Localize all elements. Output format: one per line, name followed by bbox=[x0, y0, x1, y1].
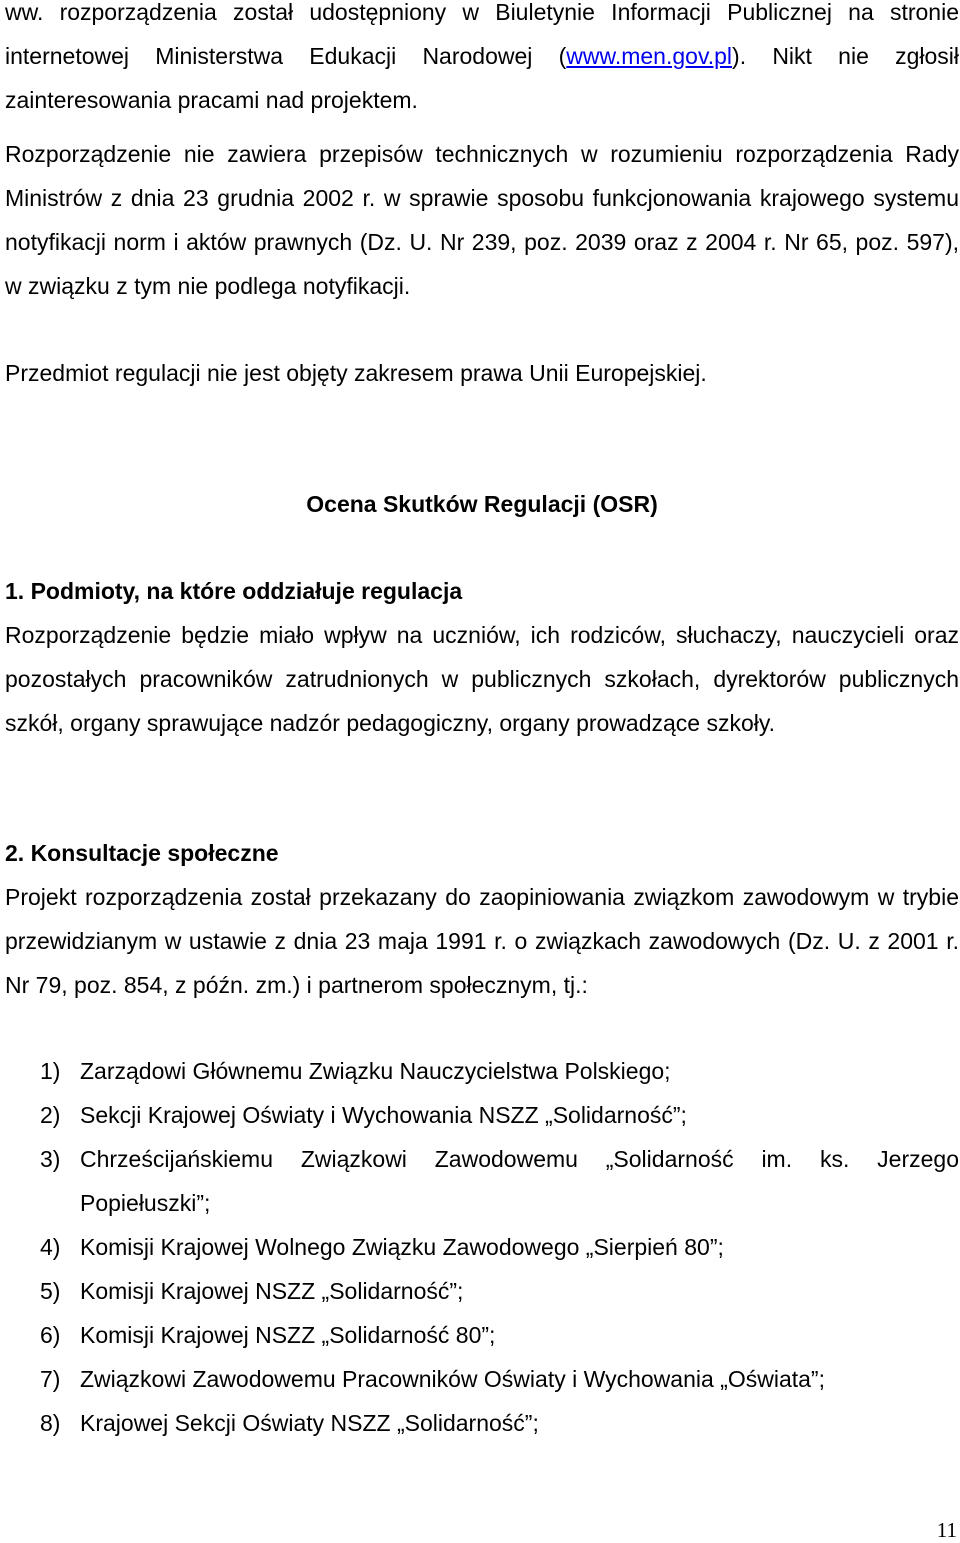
ministry-website-link[interactable]: www.men.gov.pl bbox=[566, 43, 733, 69]
list-item-text: Krajowej Sekcji Oświaty NSZZ „Solidarność”; bbox=[80, 1410, 539, 1436]
list-item-text: Komisji Krajowej NSZZ „Solidarność 80”; bbox=[80, 1322, 496, 1348]
list-item-text: Zarządowi Głównemu Związku Nauczycielstwa Polskiego; bbox=[80, 1058, 671, 1084]
list-item-text: Sekcji Krajowej Oświaty i Wychowania NSZZ „Solidarność”; bbox=[80, 1102, 687, 1128]
page-number: 11 bbox=[936, 1518, 957, 1542]
list-item-number: 1) bbox=[40, 1058, 61, 1084]
list-item-number: 3) bbox=[40, 1146, 61, 1172]
section-2-body: Projekt rozporządzenia został przekazany do zaopiniowania związkom zawodowym w trybie przewidzianym w ustawie z dnia 23 maja 1991 r. o związkach zawodowych (Dz. U. z 2001 r. Nr 79, poz. 854, z późn. zm.) i partnerom społecznym, tj.: bbox=[5, 884, 959, 998]
list-item-text: Chrześcijańskiemu Związkowi Zawodowemu „Solidarność im. ks. Jerzego Popiełuszki”; bbox=[80, 1146, 959, 1216]
list-item-number: 8) bbox=[40, 1410, 61, 1436]
paragraph-publication-text-end: ). Nikt nie zgłosił zainteresowania pracami nad projektem. bbox=[5, 43, 959, 113]
section-1-heading: 1. Podmioty, na które oddziałuje regulacja bbox=[5, 578, 463, 604]
paragraph-notification: Rozporządzenie nie zawiera przepisów technicznych w rozumieniu rozporządzenia Rady Ministrów z dnia 23 grudnia 2002 r. w sprawie sposobu funkcjonowania krajowego systemu notyfikacji norm i aktów prawnych (Dz. U. Nr 239, poz. 2039 oraz z 2004 r. Nr 65, poz. 597), w związku z tym nie podlega notyfikacji. bbox=[5, 141, 959, 299]
list-item-number: 7) bbox=[40, 1366, 61, 1392]
list-item-text: Komisji Krajowej Wolnego Związku Zawodowego „Sierpień 80”; bbox=[80, 1234, 724, 1260]
list-item bbox=[5, 1049, 959, 1093]
list-item-number: 2) bbox=[40, 1102, 61, 1128]
list-item-number: 4) bbox=[40, 1234, 61, 1260]
list-item bbox=[5, 1225, 959, 1269]
list-item-text: Związkowi Zawodowemu Pracowników Oświaty i Wychowania „Oświata”; bbox=[80, 1366, 825, 1392]
paragraph-eu-law: Przedmiot regulacji nie jest objęty zakresem prawa Unii Europejskiej. bbox=[5, 360, 707, 386]
list-item-number: 5) bbox=[40, 1278, 61, 1304]
list-item bbox=[5, 1401, 959, 1445]
section-1-body: Rozporządzenie będzie miało wpływ na uczniów, ich rodziców, słuchaczy, nauczycieli oraz pozostałych pracowników zatrudnionych w publicznych szkołach, dyrektorów publicznych szkół, organy sprawujące nadzór pedagogiczny, organy prowadzące szkoły. bbox=[5, 622, 959, 736]
section-2-heading: 2. Konsultacje społeczne bbox=[5, 840, 279, 866]
list-item bbox=[5, 1093, 959, 1137]
list-item-number: 6) bbox=[40, 1322, 61, 1348]
paragraph-publication bbox=[5, 0, 959, 122]
list-item bbox=[5, 1269, 959, 1313]
list-item bbox=[5, 1357, 959, 1401]
osr-title: Ocena Skutków Regulacji (OSR) bbox=[306, 491, 658, 517]
list-item bbox=[5, 1313, 959, 1357]
partners-list bbox=[5, 1049, 959, 1445]
list-item bbox=[5, 1137, 959, 1225]
paragraph-publication-text-start: ww. rozporządzenia został udostępniony w Biuletynie Informacji Publicznej na stronie internetowej Ministerstwa Edukacji Narodowej ( bbox=[5, 0, 959, 69]
list-item-text: Komisji Krajowej NSZZ „Solidarność”; bbox=[80, 1278, 464, 1304]
